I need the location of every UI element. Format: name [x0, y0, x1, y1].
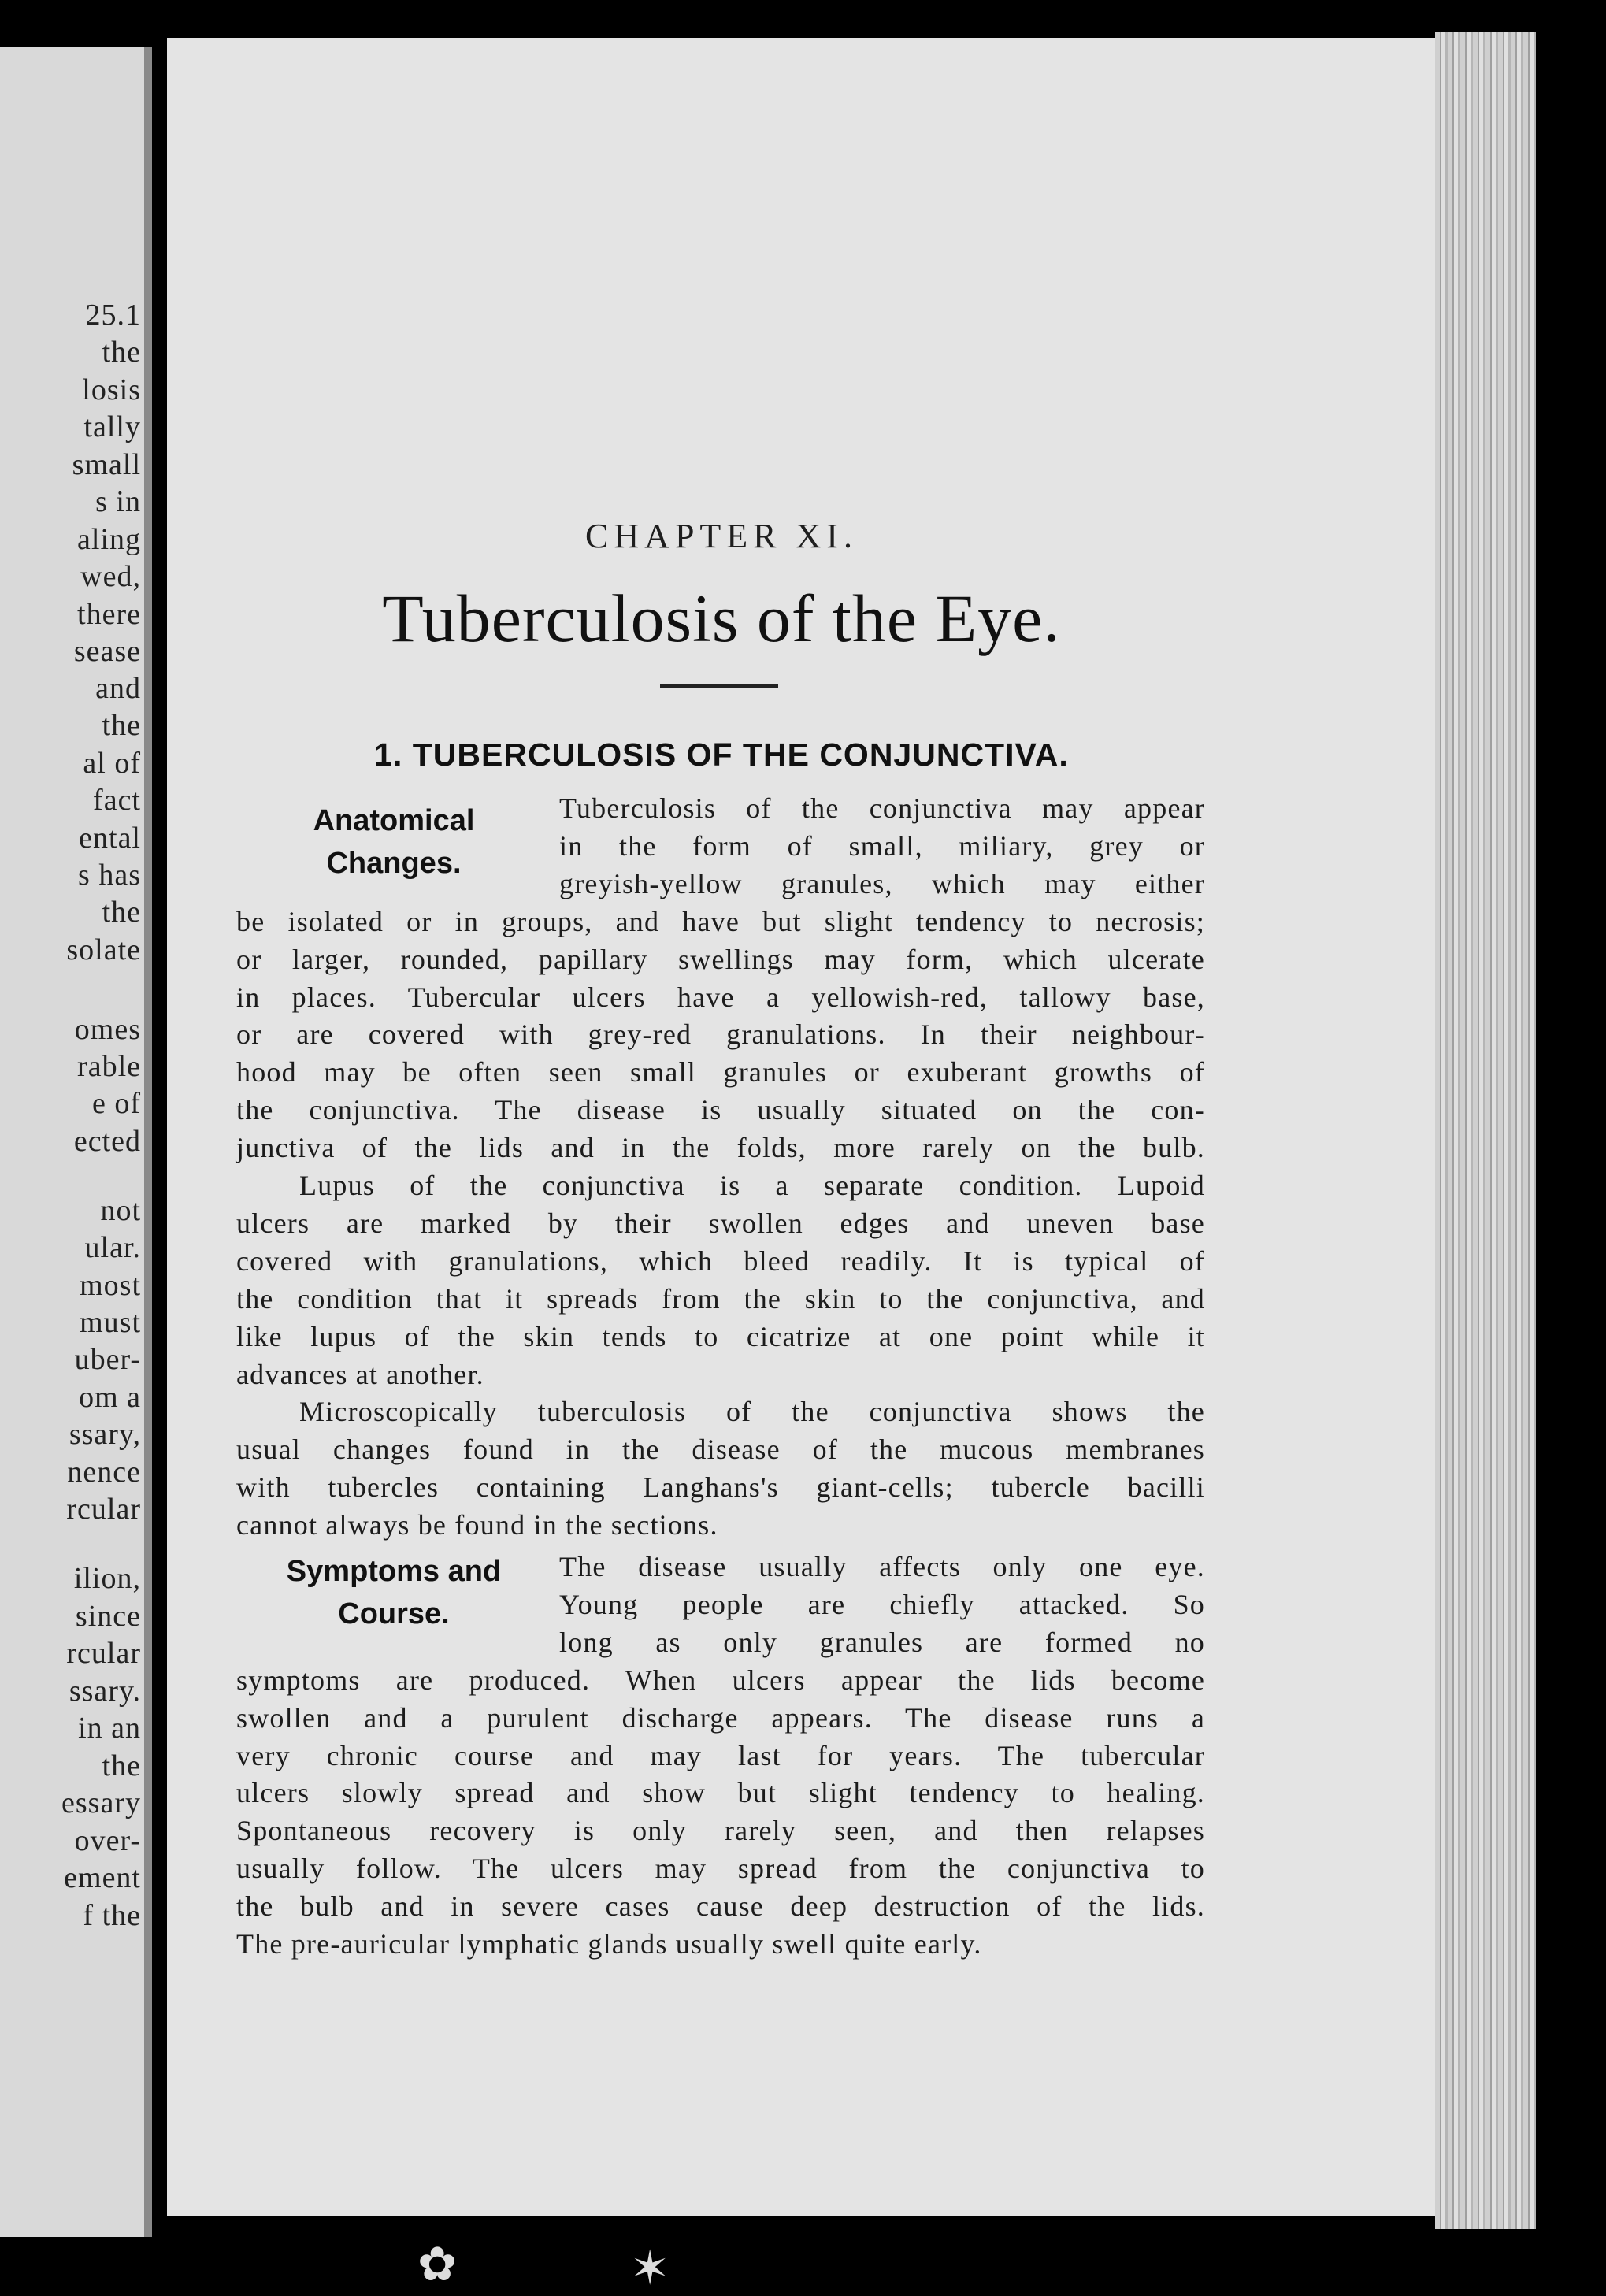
- left-page-line: essary: [61, 1786, 141, 1819]
- left-page-line: ular.: [84, 1231, 141, 1264]
- bottom-mark-left: ✿: [417, 2239, 458, 2290]
- left-page-line: small: [72, 448, 141, 481]
- side-heading-line: Changes.: [326, 847, 462, 880]
- left-page-line: there: [77, 598, 141, 631]
- side-heading-line: Symptoms and: [286, 1555, 502, 1588]
- body-line: with tubercles containing Langhans's giant-cells; tubercle bacilli: [236, 1471, 1205, 1503]
- left-page-line: over-: [74, 1824, 141, 1857]
- body-line: cannot always be found in the sections.: [236, 1509, 718, 1541]
- left-page-line: wed,: [80, 560, 141, 593]
- body-line: or are covered with grey-red granulations. In their neighbour-: [236, 1018, 1205, 1050]
- left-page-line: ement: [64, 1861, 141, 1894]
- left-page-line: sease: [73, 635, 141, 668]
- left-page-line: must: [80, 1306, 141, 1339]
- body-line: in places. Tubercular ulcers have a yellowish-red, tallowy base,: [236, 981, 1205, 1013]
- body-line: long as only granules are formed no: [559, 1626, 1205, 1658]
- body-line: junctiva of the lids and in the folds, more rarely on the bulb.: [236, 1132, 1205, 1163]
- body-line: Young people are chiefly attacked. So: [559, 1589, 1205, 1620]
- body-line: or larger, rounded, papillary swellings may form, which ulcerate: [236, 944, 1205, 975]
- left-page-line: ssary.: [69, 1675, 141, 1708]
- body-line: ulcers are marked by their swollen edges and uneven base: [236, 1207, 1205, 1239]
- body-line: Tuberculosis of the conjunctiva may appear: [559, 792, 1205, 824]
- body-line: hood may be often seen small granules or exuberant growths of: [236, 1056, 1205, 1088]
- title-rule: [660, 684, 778, 688]
- left-page-line: rable: [77, 1050, 141, 1083]
- left-page-line: the: [102, 336, 141, 369]
- side-heading-line: Anatomical: [313, 804, 475, 837]
- left-page-line: losis: [82, 373, 141, 406]
- left-page-line: nence: [67, 1456, 141, 1489]
- body-line: advances at another.: [236, 1359, 484, 1390]
- left-page-line: solate: [66, 933, 141, 966]
- body-line: Microscopically tuberculosis of the conjunctiva shows the: [299, 1396, 1205, 1427]
- left-page-line: al of: [83, 747, 141, 780]
- body-line: the condition that it spreads from the skin to the conjunctiva, and: [236, 1283, 1205, 1315]
- body-line: greyish-yellow granules, which may either: [559, 868, 1205, 899]
- page-edges: [1435, 32, 1536, 2229]
- body-line: the conjunctiva. The disease is usually situated on the con-: [236, 1094, 1205, 1126]
- body-line: in the form of small, miliary, grey or: [559, 830, 1205, 862]
- body-line: covered with granulations, which bleed readily. It is typical of: [236, 1245, 1205, 1277]
- body-line: swollen and a purulent discharge appears. The disease runs a: [236, 1702, 1205, 1734]
- left-page-line: f the: [83, 1899, 141, 1932]
- book-gutter: [144, 47, 152, 2237]
- side-heading-anatomical: [299, 799, 488, 885]
- left-page-line: uber-: [74, 1343, 141, 1376]
- left-page-line: the: [102, 1749, 141, 1782]
- left-page-line: ssary,: [69, 1418, 141, 1451]
- left-page-line: om a: [79, 1381, 141, 1414]
- left-page-line: in an: [78, 1712, 141, 1745]
- body-line: ulcers slowly spread and show but slight tendency to healing.: [236, 1777, 1205, 1808]
- body-line: be isolated or in groups, and have but slight tendency to necrosis;: [236, 906, 1205, 937]
- left-page-line: fact: [93, 784, 141, 817]
- body-line: Spontaneous recovery is only rarely seen, and then relapses: [236, 1815, 1205, 1846]
- left-page-line: e of: [91, 1087, 141, 1120]
- chapter-title: Tuberculosis of the Eye.: [382, 580, 1061, 656]
- left-page-line: ental: [79, 822, 141, 855]
- bottom-mark-center: ✶: [630, 2242, 670, 2294]
- left-page-line: rcular: [66, 1493, 141, 1526]
- body-line: the bulb and in severe cases cause deep destruction of the lids.: [236, 1890, 1205, 1922]
- left-page-line: ilion,: [73, 1562, 141, 1595]
- body-line: Lupus of the conjunctiva is a separate condition. Lupoid: [299, 1170, 1205, 1201]
- body-line: The pre-auricular lymphatic glands usually swell quite early.: [236, 1928, 982, 1960]
- left-page-line: s in: [95, 485, 141, 518]
- body-line: The disease usually affects only one eye.: [559, 1551, 1205, 1582]
- left-page-line: aling: [77, 523, 141, 556]
- left-page-line: ected: [73, 1125, 141, 1158]
- body-line: very chronic course and may last for years. The tubercular: [236, 1740, 1205, 1771]
- left-page-line: tally: [83, 410, 141, 443]
- left-page-line: the: [102, 896, 141, 929]
- left-page-line: s has: [78, 859, 141, 892]
- left-page-line: and: [95, 672, 141, 705]
- left-page-line: not: [100, 1194, 141, 1227]
- left-page-line: most: [80, 1269, 141, 1302]
- left-page-line: rcular: [66, 1637, 141, 1670]
- body-line: symptoms are produced. When ulcers appear the lids become: [236, 1664, 1205, 1696]
- left-page-line: the: [102, 709, 141, 742]
- body-line: like lupus of the skin tends to cicatrize at one point while it: [236, 1321, 1205, 1352]
- left-page-line: omes: [74, 1013, 141, 1046]
- section-heading: 1. TUBERCULOSIS OF THE CONJUNCTIVA.: [374, 736, 1069, 773]
- side-heading-line: Course.: [338, 1597, 450, 1630]
- left-page-line: since: [75, 1600, 141, 1633]
- body-line: usual changes found in the disease of the mucous membranes: [236, 1434, 1205, 1465]
- body-line: usually follow. The ulcers may spread from the conjunctiva to: [236, 1853, 1205, 1884]
- chapter-number: CHAPTER XI.: [585, 517, 858, 555]
- left-facing-page: [0, 47, 152, 2237]
- left-page-line: 25.1: [85, 299, 141, 332]
- side-heading-symptoms: [268, 1550, 520, 1635]
